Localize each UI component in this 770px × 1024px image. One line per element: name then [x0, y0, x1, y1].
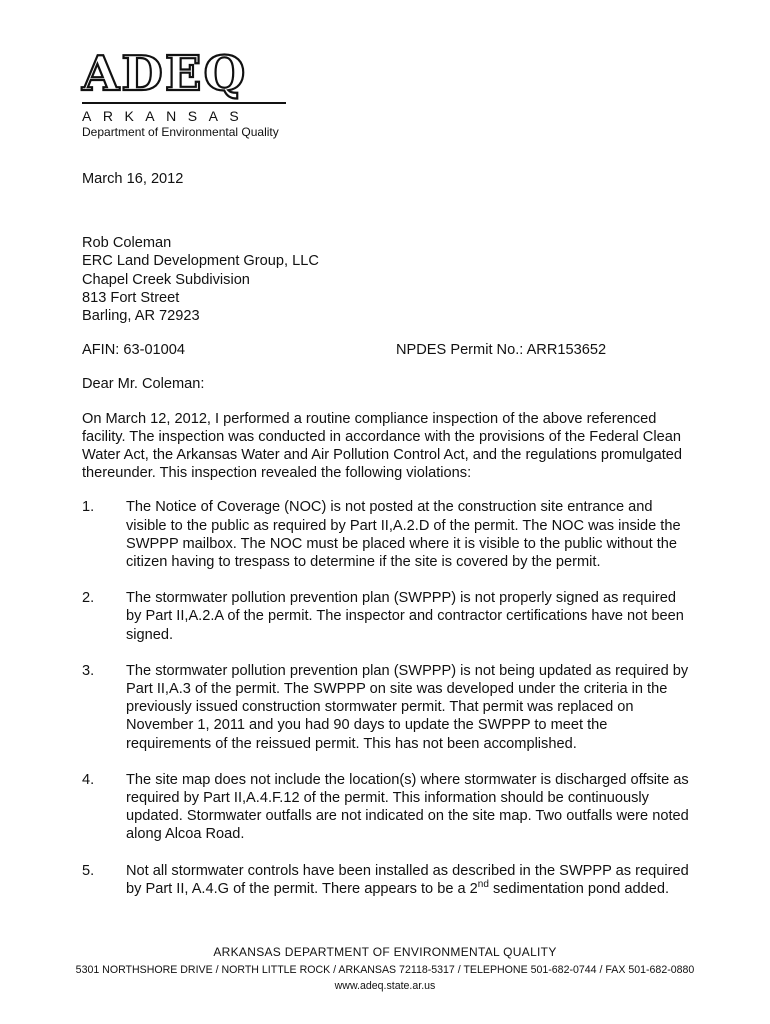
- violation-item: [82, 589, 692, 644]
- violation-item: [82, 862, 692, 898]
- address-line: ERC Land Development Group, LLC: [82, 253, 319, 270]
- logo-rule: [82, 102, 286, 104]
- violation-number: 4.: [82, 771, 95, 788]
- salutation: Dear Mr. Coleman:: [82, 376, 205, 393]
- reference-line: [82, 341, 692, 359]
- letter-body: [82, 170, 692, 916]
- recipient-address: [82, 234, 692, 325]
- violation-number: 5.: [82, 862, 95, 879]
- ordinal-suffix: nd: [477, 878, 489, 890]
- violation-text: [126, 862, 692, 898]
- violation-text: The site map does not include the location(s) where stormwater is discharged offsite as required by Part II,A.4.F.12 of the permit. This information should be continuously updated. Stormwater outfalls are not indicated on the site map. Two outfalls were noted along Alcoa Road.: [126, 771, 689, 843]
- logo-wordmark: ADEQ: [82, 46, 248, 102]
- logo-state: ARKANSAS: [82, 108, 251, 124]
- violation-item: [82, 498, 692, 571]
- footer-website: www.adeq.state.ar.us: [334, 980, 436, 992]
- violations-list: [82, 498, 692, 898]
- violation-text: The stormwater pollution prevention plan (SWPPP) is not being updated as required by Part II,A.3 of the permit. The SWPPP on site was developed under the criteria in the previously issued construction stormwater permit. That permit was replaced on November 1, 2011 and you had 90 days to update the SWPPP to meet the requirements of the reissued permit. This has not been accomplished.: [126, 662, 689, 752]
- permit-number: NPDES Permit No.: ARR153652: [396, 342, 607, 359]
- address-line: Chapel Creek Subdivision: [82, 271, 250, 288]
- intro-paragraph: On March 12, 2012, I performed a routine compliance inspection of the above referenced facility. The inspection was conducted in accordance with the provisions of the Federal Clean Water Act, the Arkansas Water and Air Pollution Control Act, and the regulations promulgated thereunder. This inspection revealed the following violations:: [82, 410, 683, 482]
- violation-number: 2.: [82, 590, 95, 607]
- violation-text-part: Not all stormwater controls have been installed as described in the SWPPP as required by Part II, A.4.G of the permit. There appears to be a 2: [126, 862, 689, 897]
- address-line: 813 Fort Street: [82, 289, 180, 306]
- adeq-logo: [82, 46, 286, 139]
- violation-text-part: sedimentation pond added.: [488, 880, 670, 897]
- address-line: Rob Coleman: [82, 235, 172, 252]
- logo-department: Department of Environmental Quality: [82, 125, 279, 139]
- violation-item: [82, 771, 692, 844]
- address-line: Barling, AR 72923: [82, 307, 200, 324]
- footer-agency: ARKANSAS DEPARTMENT OF ENVIRONMENTAL QUALITY: [213, 945, 557, 959]
- violation-number: 1.: [82, 499, 95, 516]
- violation-text: The stormwater pollution prevention plan (SWPPP) is not properly signed as required by Part II,A.2.A of the permit. The inspector and contractor certifications have not been signed.: [126, 590, 684, 643]
- letter-date: March 16, 2012: [82, 171, 184, 187]
- footer-address: 5301 NORTHSHORE DRIVE / NORTH LITTLE ROCK / ARKANSAS 72118-5317 / TELEPHONE 501-682-0744 / FAX 501-682-0880: [75, 964, 695, 976]
- violation-number: 3.: [82, 662, 95, 679]
- afin-number: AFIN: 63-01004: [82, 342, 186, 359]
- violation-item: [82, 662, 692, 753]
- violation-text: The Notice of Coverage (NOC) is not posted at the construction site entrance and visible to the public as required by Part II,A.2.D of the permit. The NOC was inside the SWPPP mailbox. The NOC must be placed where it is visible to the public without the citizen having to trespass to determine if the site is covered by the permit.: [126, 499, 681, 570]
